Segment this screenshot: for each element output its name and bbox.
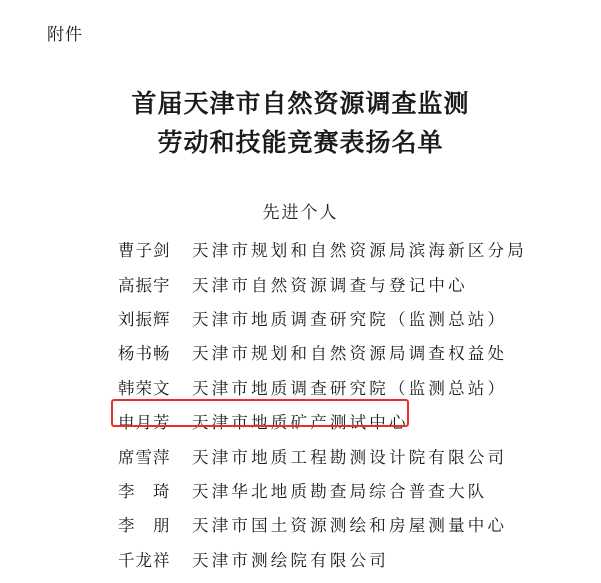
honoree-list xyxy=(118,232,588,576)
honoree-organization: 天津市地质工程勘测设计院有限公司 xyxy=(192,447,508,467)
document-title-line-1: 首届天津市自然资源调查监测 xyxy=(131,89,470,118)
honoree-row xyxy=(118,473,588,507)
honoree-row xyxy=(118,301,588,335)
honoree-row xyxy=(118,266,588,300)
honoree-row xyxy=(118,335,588,369)
honoree-row xyxy=(118,370,588,404)
honoree-row-highlighted xyxy=(118,404,588,438)
section-title: 先进个人 xyxy=(262,203,339,223)
honoree-name: 席雪萍 xyxy=(118,447,171,467)
honoree-organization: 天津华北地质勘查局综合普查大队 xyxy=(192,481,488,501)
honoree-row xyxy=(118,507,588,541)
honoree-name: 刘振辉 xyxy=(118,309,171,329)
honoree-name: 千龙祥 xyxy=(118,550,171,570)
honoree-name: 曹子剑 xyxy=(118,241,171,261)
attachment-label: 附件 xyxy=(47,25,83,45)
honoree-organization: 天津市地质调查研究院（监测总站） xyxy=(192,378,508,398)
honoree-row xyxy=(118,438,588,472)
document-title-line-2: 劳动和技能竞赛表扬名单 xyxy=(157,128,444,157)
honoree-organization: 天津市规划和自然资源局调查权益处 xyxy=(192,344,508,364)
honoree-organization: 天津市地质矿产测试中心 xyxy=(192,413,409,433)
honoree-name: 高振宇 xyxy=(118,275,171,295)
honoree-name: 申月芳 xyxy=(118,413,171,433)
honoree-name: 杨书畅 xyxy=(118,344,171,364)
honoree-name: 李 琦 xyxy=(118,481,171,501)
honoree-organization: 天津市自然资源调查与登记中心 xyxy=(192,275,468,295)
honoree-organization: 天津市测绘院有限公司 xyxy=(192,550,389,570)
honoree-row xyxy=(118,232,588,266)
honoree-organization: 天津市国土资源测绘和房屋测量中心 xyxy=(192,516,508,536)
honoree-organization: 天津市规划和自然资源局滨海新区分局 xyxy=(192,241,527,261)
honoree-row xyxy=(118,542,588,576)
honoree-organization: 天津市地质调查研究院（监测总站） xyxy=(192,309,508,329)
honoree-name: 李 朋 xyxy=(118,516,171,536)
honoree-name: 韩荣文 xyxy=(118,378,171,398)
